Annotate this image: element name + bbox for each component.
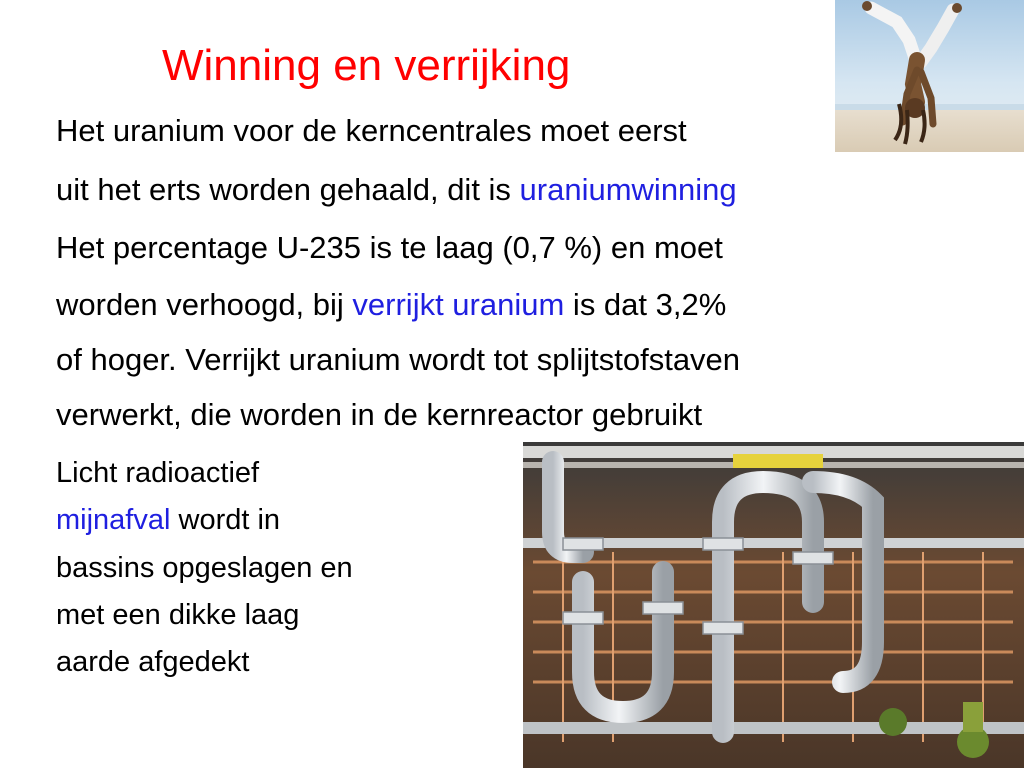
body-line-4 <box>56 286 726 324</box>
body-line-5: of hoger. Verrijkt uranium wordt tot splijtstofstaven <box>56 342 741 377</box>
side-line-5: aarde afgedekt <box>56 646 250 678</box>
body-line-6: verwerkt, die worden in de kernreactor gebruikt <box>56 397 703 432</box>
industrial-pipes-photo <box>523 442 1024 768</box>
slide-title: Winning en verrijking <box>162 41 571 90</box>
body-line-4-tail: is dat 3,2% <box>564 287 727 322</box>
handstand-beach-photo <box>835 0 1024 152</box>
term-mijnafval: mijnafval <box>56 504 171 536</box>
term-uraniumwinning: uraniumwinning <box>519 172 737 207</box>
body-line-2 <box>56 171 737 209</box>
term-verrijkt-uranium: verrijkt uranium <box>352 287 565 322</box>
body-line-4-text: worden verhoogd, bij <box>56 287 353 322</box>
body-line-2-text: uit het erts worden gehaald, dit is <box>56 172 520 207</box>
body-line-1: Het uranium voor de kerncentrales moet eerst <box>56 113 687 148</box>
side-line-4: met een dikke laag <box>56 599 300 631</box>
side-line-2-rest: wordt in <box>170 504 281 536</box>
pipes-illustration <box>523 442 1024 768</box>
handstand-beach-illustration <box>835 0 1024 152</box>
side-line-3: bassins opgeslagen en <box>56 552 353 584</box>
side-line-1: Licht radioactief <box>56 457 260 489</box>
side-line-2 <box>56 502 280 538</box>
body-line-3: Het percentage U-235 is te laag (0,7 %) en moet <box>56 230 723 265</box>
